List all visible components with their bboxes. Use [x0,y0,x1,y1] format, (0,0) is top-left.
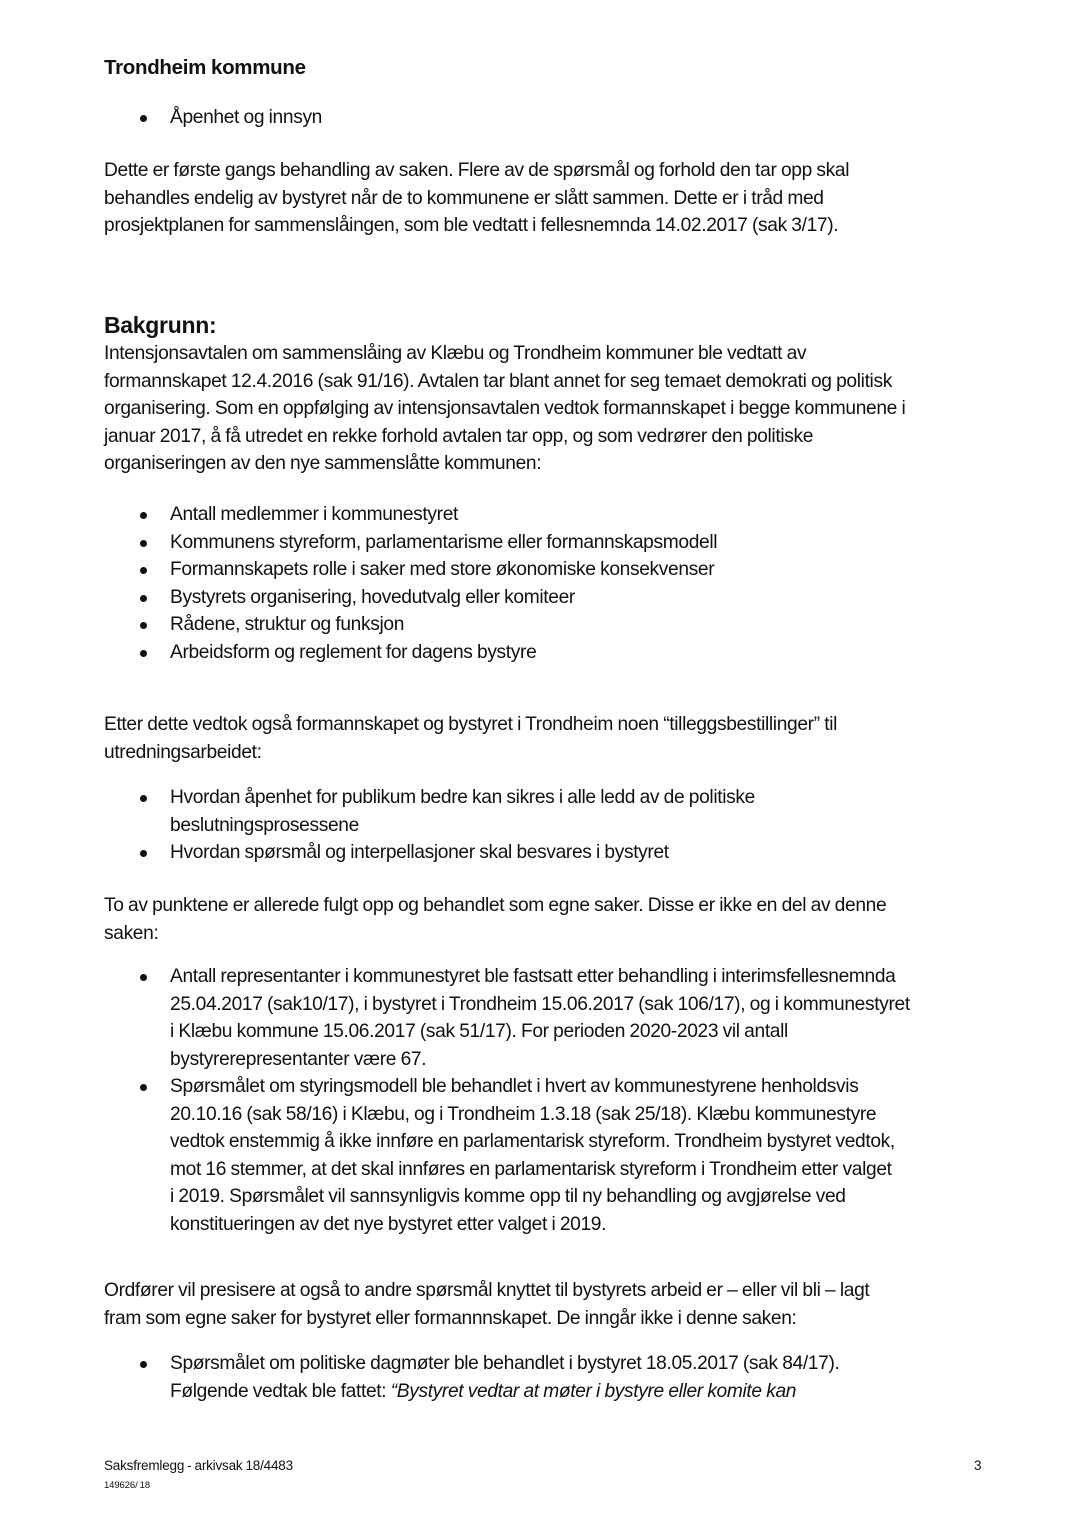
resolution-quote: “Bystyret vedtar at møter i bystyre eller komite kan [390,1380,797,1402]
bullet-icon [140,595,147,602]
footer-title: Saksfremlegg - arkivsak 18/4483 [104,1458,293,1473]
handled-items-intro: To av punktene er allerede fulgt opp og behandlet som egne saker. Disse er ikke en del av denne saken: [104,895,887,944]
list-item: Antall representanter i kommunestyret ble fastsatt etter behandling i interimsfellesnemnda 25.04.2017 (sak10/17), i bystyret i Trondheim 15.06.2017 (sak 106/17), og i kommunestyret i Klæbu kommune 15.06.2017 (sak 51/17). For perioden 2020-2023 vil antall bystyrerepresentanter være 67. [136,963,986,1073]
list-item: Rådene, struktur og funksjon [136,611,986,639]
bullet-icon [140,540,147,547]
additional-orders-list [136,784,986,867]
list-item: Antall medlemmer i kommunestyret [136,501,986,529]
section-heading-bakgrunn: Bakgrunn: [104,312,217,338]
footer-doc-id: 149626/ 18 [104,1480,151,1491]
list-item: Spørsmålet om politiske dagmøter ble behandlet i bystyret 18.05.2017 (sak 84/17). Følgende vedtak ble fattet: “Bystyret vedtar at møter i bystyre eller komite kan [136,1350,986,1405]
list-item: Bystyrets organisering, hovedutvalg eller komiteer [136,584,986,612]
section1-paragraph: Dette er første gangs behandling av saken. Flere av de spørsmål og forhold den tar opp skal behandles endelig av bystyret når de to kommunene er slått sammen. Dette er i tråd med prosjektplanen for sammenslåingen, som ble vedtatt i fellesnemnda 14.02.2017 (sak 3/17). [104,160,850,236]
bullet-icon [140,974,147,981]
list-item: Arbeidsform og reglement for dagens bystyre [136,639,986,667]
bullet-icon [140,512,147,519]
bullet-icon [140,1084,147,1091]
list-item: Spørsmålet om styringsmodell ble behandlet i hvert av kommunestyrene henholdsvis 20.10.16 (sak 58/16) i Klæbu, og i Trondheim 1.3.18 (sak 25/18). Klæbu kommunestyre vedtok enstemmig å ikke innføre en parlamentarisk styreform. Trondheim bystyret vedtok, mot 16 stemmer, at det skal innføres en parlamentarisk styreform i Trondheim etter valget i 2019. Spørsmålet vil sannsynligvis komme opp til ny behandling og avgjørelse ved konstitueringen av det nye bystyret etter valget i 2019. [136,1073,986,1238]
bullet-icon [140,115,147,122]
bakgrunn-intro-paragraph: Intensjonsavtalen om sammenslåing av Klæbu og Trondheim kommuner ble vedtatt av formannskapet 12.4.2016 (sak 91/16). Avtalen tar blant annet for seg temaet demokrati og politisk organisering. Som en oppfølging av intensjonsavtalen vedtok formannskapet i begge kommunene i januar 2017, å få utredet en rekke forhold avtalen tar opp, og som vedrører den politiske organiseringen av den nye sammenslåtte kommunen: [104,343,906,474]
bullet-icon [140,650,147,657]
section-heading-trondheim-kommune: Trondheim kommune [104,56,306,79]
additional-orders-intro: Etter dette vedtok også formannskapet og bystyret i Trondheim noen “tilleggsbestillinger” til utredningsarbeidet: [104,714,838,763]
list-item: Hvordan spørsmål og interpellasjoner skal besvares i bystyret [136,839,986,867]
bullet-icon [140,1361,147,1368]
list-item: Kommunens styreform, parlamentarisme eller formannskapsmodell [136,529,986,557]
list-item: Hvordan åpenhet for publikum bedre kan sikres i alle ledd av de politiske beslutningsprosessene [136,784,986,839]
bullet-icon [140,622,147,629]
handled-items-list [136,963,986,1238]
mayor-items-list [136,1350,986,1405]
mayor-paragraph: Ordfører vil presisere at også to andre spørsmål knyttet til bystyrets arbeid er – eller vil bli – lagt fram som egne saker for bystyret eller formannnskapet. De inngår ikke i denne saken: [104,1280,870,1329]
section1-bullet-list [136,104,986,132]
bullet-icon [140,795,147,802]
bullet-icon [140,567,147,574]
page-number: 3 [974,1458,982,1473]
list-item: Formannskapets rolle i saker med store økonomiske konsekvenser [136,556,986,584]
bullet-icon [140,850,147,857]
topics-bullet-list [136,501,986,666]
list-item: Åpenhet og innsyn [136,104,986,132]
